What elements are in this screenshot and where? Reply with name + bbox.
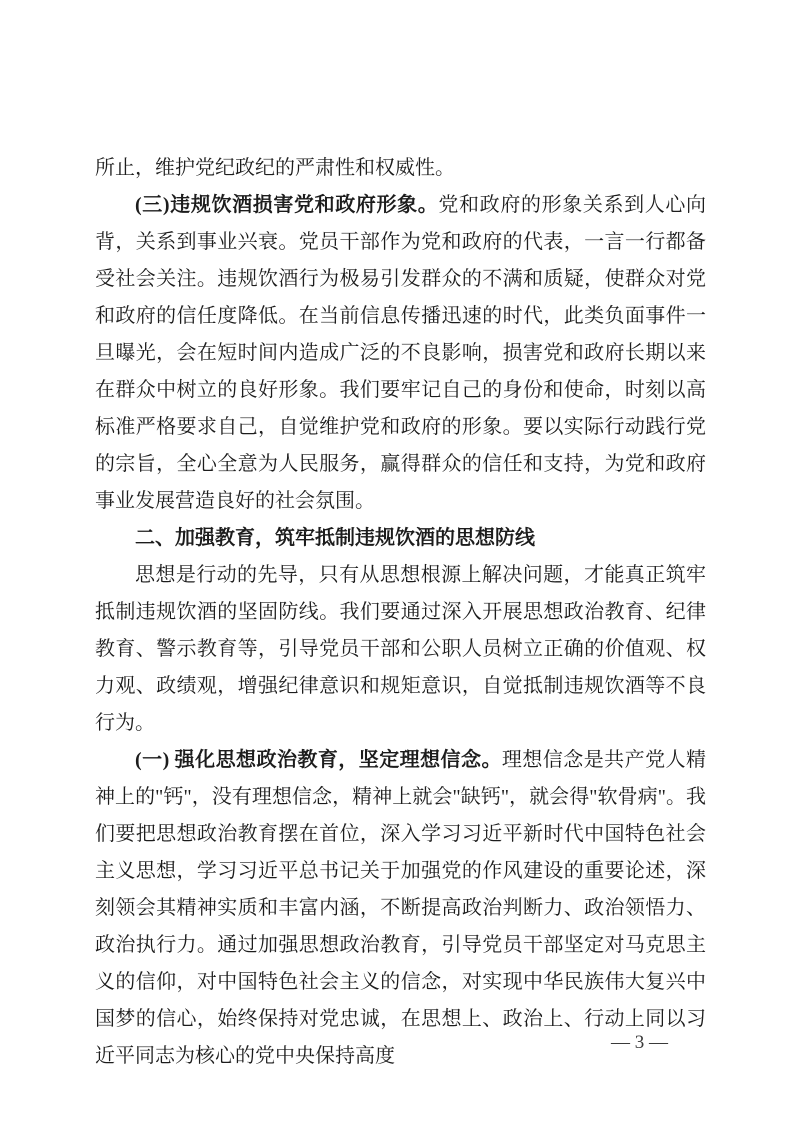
document-body (95, 150, 706, 1075)
paragraph-continuation: 所止，维护党纪政纪的严肃性和权威性。 (95, 157, 455, 179)
paragraph-section-1-lead: (一) 强化思想政治教育，坚定理想信念。 (135, 749, 502, 771)
page-number: — 3 — (611, 1032, 668, 1053)
paragraph-section-1-text: 理想信念是共产党人精神上的"钙"，没有理想信念，精神上就会"缺钙"，就会得"软骨病"。我们要把思想政治教育摆在首位，深入学习习近平新时代中国特色社会主义思想，学习习近平总书记关于加强党的作风建设的重要论述，深刻领会其精神实质和丰富内涵，不断提高政治判断力、政治领悟力、政治执行力。通过加强思想政治教育，引导党员干部坚定对马克思主义的信仰，对中国特色社会主义的信念，对实现中华民族伟大复兴中国梦的信心，始终保持对党忠诚，在思想上、政治上、行动上同以习近平同志为核心的党中央保持高度 (95, 749, 706, 1067)
section-heading-2: 二、加强教育，筑牢抵制违规饮酒的思想防线 (135, 527, 535, 549)
paragraph-section-3-lead: (三)违规饮酒损害党和政府形象。 (135, 194, 439, 216)
page-footer (0, 1031, 668, 1055)
paragraph-section-3-text: 党和政府的形象关系到人心向背，关系到事业兴衰。党员干部作为党和政府的代表，一言一行都备受社会关注。违规饮酒行为极易引发群众的不满和质疑，使群众对党和政府的信任度降低。在当前信息传播迅速的时代，此类负面事件一旦曝光，会在短时间内造成广泛的不良影响，损害党和政府长期以来在群众中树立的良好形象。我们要牢记自己的身份和使命，时刻以高标准严格要求自己，自觉维护党和政府的形象。要以实际行动践行党的宗旨，全心全意为人民服务，赢得群众的信任和支持，为党和政府事业发展营造良好的社会氛围。 (95, 194, 706, 512)
paragraph-section-2-intro: 思想是行动的先导，只有从思想根源上解决问题，才能真正筑牢抵制违规饮酒的坚固防线。我们要通过深入开展思想政治教育、纪律教育、警示教育等，引导党员干部和公职人员树立正确的价值观、权力观、政绩观，增强纪律意识和规矩意识，自觉抵制违规饮酒等不良行为。 (95, 564, 706, 734)
paragraph-section-1 (95, 742, 706, 1075)
paragraph-section-3 (95, 187, 706, 520)
